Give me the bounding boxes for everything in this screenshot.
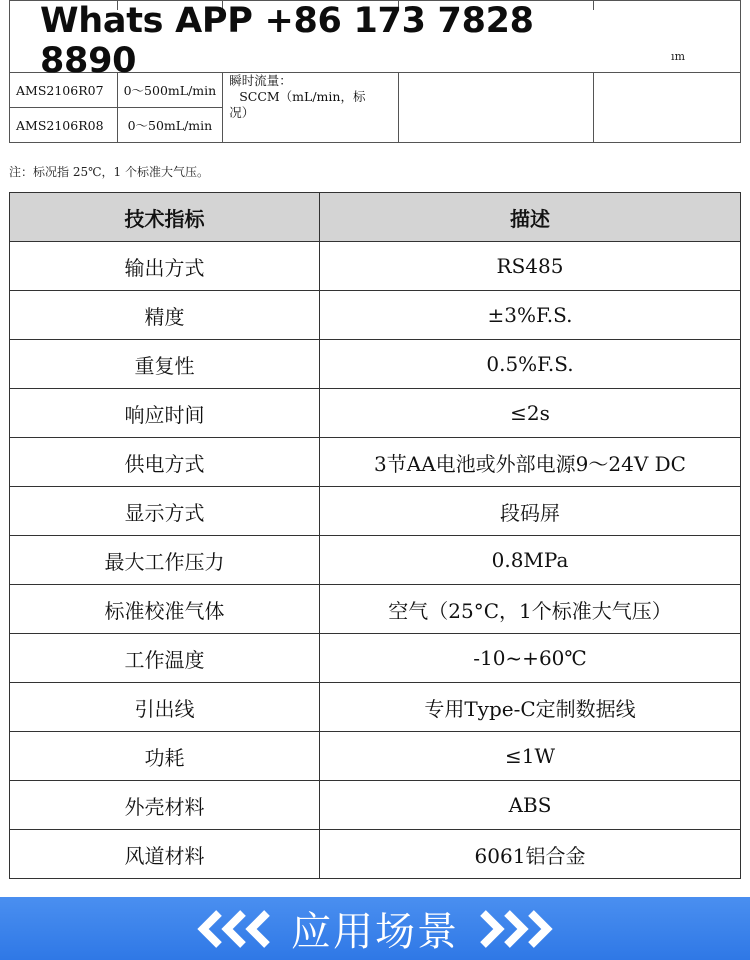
cut-off-text: ım <box>671 50 685 63</box>
spec-key: 精度 <box>10 291 320 340</box>
spec-value: 段码屏 <box>320 487 741 536</box>
whatsapp-watermark: Whats APP +86 173 7828 8890 <box>24 10 612 72</box>
table-row <box>10 438 741 487</box>
banner-title: 应用场景 <box>291 909 459 955</box>
table-row <box>10 487 741 536</box>
spec-value: RS485 <box>320 242 741 291</box>
table-row <box>10 634 741 683</box>
table-row <box>10 683 741 732</box>
table-row <box>10 340 741 389</box>
spec-key: 最大工作压力 <box>10 536 320 585</box>
application-scenarios-banner <box>0 897 750 960</box>
spec-value: 0.5%F.S. <box>320 340 741 389</box>
header-parameter: 技术指标 <box>10 193 320 242</box>
table-row <box>10 389 741 438</box>
table-row <box>10 536 741 585</box>
blank-cell <box>593 73 740 143</box>
blank-cell <box>398 73 593 143</box>
spec-key: 外壳材料 <box>10 781 320 830</box>
spec-key: 供电方式 <box>10 438 320 487</box>
table-row <box>10 291 741 340</box>
blank-cell <box>593 1 740 73</box>
spec-value: -10~+60℃ <box>320 634 741 683</box>
chevrons-right-icon <box>477 909 555 949</box>
spec-value: ±3%F.S. <box>320 291 741 340</box>
spec-value: ≤2s <box>320 389 741 438</box>
spec-value: 空气（25°C，1个标准大气压） <box>320 585 741 634</box>
spec-key: 重复性 <box>10 340 320 389</box>
model-cell: AMS2106R07 <box>10 73 118 108</box>
spec-key: 标准校准气体 <box>10 585 320 634</box>
spec-key: 输出方式 <box>10 242 320 291</box>
range-cell: 0～50mL/min <box>117 108 223 143</box>
standard-condition-note: 注：标况指 25℃，1 个标准大气压。 <box>9 165 209 179</box>
spec-header-row <box>10 193 741 242</box>
spec-key: 功耗 <box>10 732 320 781</box>
model-cell: AMS2106R08 <box>10 108 118 143</box>
spec-key: 工作温度 <box>10 634 320 683</box>
table-row <box>10 242 741 291</box>
range-cell: 0～500mL/min <box>117 73 223 108</box>
spec-value: 6061铝合金 <box>320 830 741 879</box>
spec-value: ABS <box>320 781 741 830</box>
spec-key: 响应时间 <box>10 389 320 438</box>
spec-value: ≤1W <box>320 732 741 781</box>
spec-key: 引出线 <box>10 683 320 732</box>
chevrons-left-icon <box>195 909 273 949</box>
table-row <box>10 781 741 830</box>
unit-cell: 瞬时流量： SCCM（mL/min，标 况） <box>223 73 399 143</box>
spec-value: 专用Type-C定制数据线 <box>320 683 741 732</box>
spec-key: 显示方式 <box>10 487 320 536</box>
spec-table <box>9 192 741 879</box>
table-row <box>10 830 741 879</box>
header-description: 描述 <box>320 193 741 242</box>
table-row <box>10 585 741 634</box>
table-row <box>10 732 741 781</box>
spec-value: 3节AA电池或外部电源9～24V DC <box>320 438 741 487</box>
spec-key: 风道材料 <box>10 830 320 879</box>
spec-value: 0.8MPa <box>320 536 741 585</box>
